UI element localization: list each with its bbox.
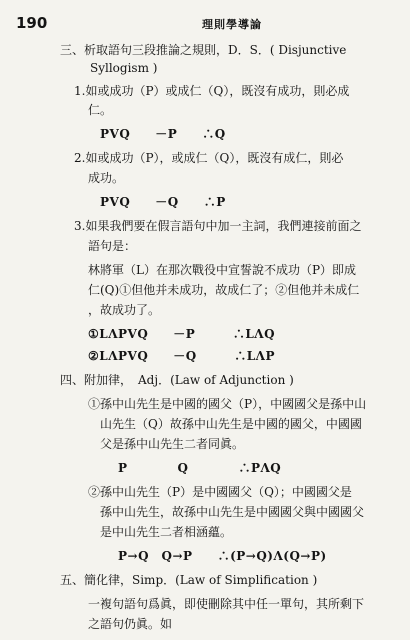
formula-line: ①LΛPVQ －P ∴LΛQ [88, 327, 276, 341]
running-title: 理則學導論 [202, 18, 262, 31]
formula-line: P Q ∴PΛQ [118, 461, 282, 475]
text-line: 孫中山先生，故孫中山先生是中國國父與中國國父 [100, 505, 365, 519]
page-header [12, 14, 398, 34]
text-line: 是中山先生二者相涵蘊。 [100, 525, 233, 539]
page-number: 190 [16, 14, 48, 32]
text-line: 1.如或成功（P）或成仁（Q），既沒有成功，則必成 [74, 84, 350, 98]
text-line: 2.如或成功（P），或成仁（Q），既沒有成仁，則必 [74, 151, 344, 165]
text-line: 五、簡化律，Simp．(Law of Simplification ) [60, 573, 318, 587]
text-line: 四、附加律， Adj．(Law of Adjunction ) [60, 373, 294, 387]
text-line: 一複句語句爲眞，即使刪除其中任一單句，其所剩下 [88, 597, 365, 611]
text-line: 成功。 [88, 171, 125, 185]
text-line: ②孫中山先生（P）是中國國父（Q）；中國國父是 [88, 485, 352, 499]
text-line: 三、析取語句三段推論之規則，D．S．( Disjunctive [60, 43, 347, 57]
formula-line: PVQ －Q ∴P [100, 195, 226, 209]
formula-line: ②LΛPVQ －Q ∴LΛP [88, 349, 276, 363]
text-line: 之語句仍眞。如 [88, 617, 173, 631]
text-line: Syllogism ) [90, 61, 158, 75]
text-line: 山先生（Q）故孫中山先生是中國的國父，中國國 [100, 417, 362, 431]
formula-line: P→Q Q→P ∴(P→Q)Λ(Q→P) [118, 549, 327, 563]
text-line: 林將軍（L）在那次戰役中宣誓說不成功（P）即成 [88, 263, 357, 277]
text-line: 父是孫中山先生二者同眞。 [100, 437, 245, 451]
formula-line: PVQ －P ∴Q [100, 127, 226, 141]
text-line: 仁。 [88, 103, 113, 117]
text-line: ，故成功了。 [88, 303, 161, 317]
text-line: 語句是： [88, 239, 137, 253]
text-line: 仁(Q)①但他并未成功，故成仁了；②但他并未成仁 [88, 283, 360, 297]
text-line: ①孫中山先生是中國的國父（P），中國國父是孫中山 [88, 397, 367, 411]
text-line: 3.如果我們要在假言語句中加一主詞，我們連接前面之 [74, 219, 362, 233]
